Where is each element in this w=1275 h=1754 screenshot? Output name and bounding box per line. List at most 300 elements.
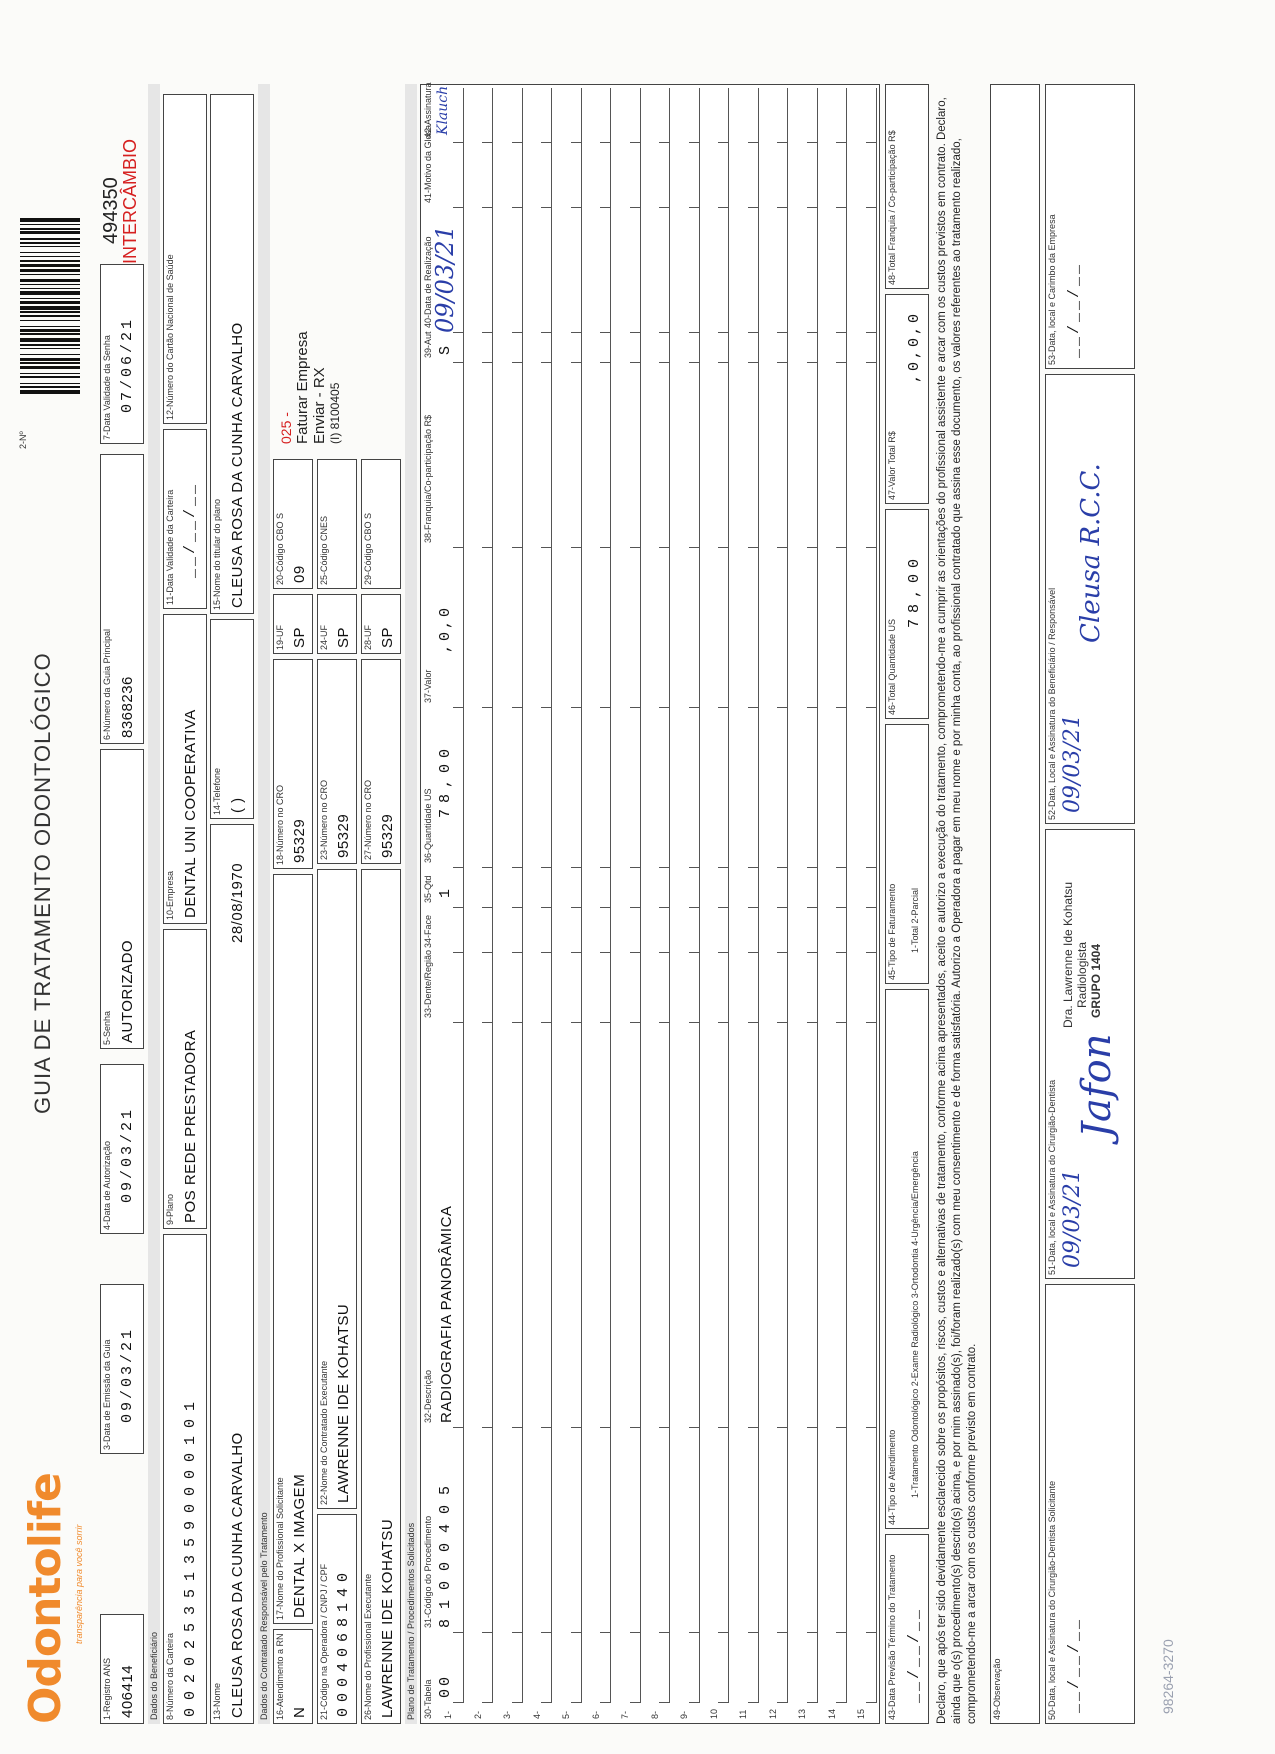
cell-divider xyxy=(630,907,640,908)
row-line xyxy=(817,88,818,1703)
cell-divider xyxy=(777,1427,787,1428)
row-line xyxy=(551,88,552,1703)
validade-carteira: __/__/__ xyxy=(182,481,199,578)
cell-divider xyxy=(777,362,787,363)
cell-divider xyxy=(748,1632,758,1633)
cell-divider xyxy=(571,707,581,708)
cell-divider xyxy=(807,1022,817,1023)
cell-divider xyxy=(541,867,551,868)
barcode-bar xyxy=(20,390,80,394)
cell-divider xyxy=(600,142,610,143)
section-plano: Plano de Tratamento / Procedimentos Solicitados xyxy=(405,84,417,1724)
cell-divider xyxy=(689,332,699,333)
cell-divider xyxy=(630,332,640,333)
cell-divider xyxy=(866,547,876,548)
cell-divider xyxy=(659,1022,669,1023)
cell-divider xyxy=(512,867,522,868)
cell-divider xyxy=(718,907,728,908)
guia-principal-box: 6-Número da Guia Principal 8368236 xyxy=(100,454,144,744)
nome: CLEUSA ROSA DA CUNHA CARVALHO xyxy=(229,1432,246,1718)
cell-divider xyxy=(748,1702,758,1703)
barcode-bar xyxy=(20,291,80,295)
cell-divider xyxy=(453,907,463,908)
cell-divider xyxy=(600,707,610,708)
tipo-atendimento-options: 1-Tratamento Odontológico 2-Exame Radiológico 3-Ortodontia 4-Urgência/Emergência xyxy=(910,1151,920,1498)
cell-divider xyxy=(836,867,846,868)
cell-divider xyxy=(482,1022,492,1023)
cell-divider xyxy=(453,1022,463,1023)
cell-divider xyxy=(571,1022,581,1023)
cell-divider xyxy=(866,207,876,208)
data-emissao-box: 3-Data de Emissão da Guia 09/03/21 xyxy=(100,1284,144,1454)
barcode-bar xyxy=(20,366,80,370)
cell-divider xyxy=(630,707,640,708)
barcode-bar xyxy=(20,284,80,285)
cell-divider xyxy=(659,207,669,208)
cell-divider xyxy=(571,142,581,143)
row-line xyxy=(699,88,700,1703)
cell-divider xyxy=(807,207,817,208)
cell-divider xyxy=(689,142,699,143)
cell-divider xyxy=(659,1702,669,1703)
cell-divider xyxy=(807,1632,817,1633)
cell-divider xyxy=(689,207,699,208)
cell-divider xyxy=(659,952,669,953)
row1-descricao: RADIOGRAFIA PANORÂMICA xyxy=(438,1205,455,1423)
row-number: 5- xyxy=(561,1710,571,1719)
cell-divider xyxy=(600,952,610,953)
intercambio-label: INTERCÂMBIO xyxy=(120,138,140,264)
cell-divider xyxy=(689,867,699,868)
cell-divider xyxy=(541,207,551,208)
barcode-bar xyxy=(20,231,80,234)
telefone: ( ) xyxy=(229,797,246,813)
cro-executante: 95329 xyxy=(335,813,352,858)
registro-ans: 406414 xyxy=(119,1664,136,1718)
row1-tabela: 00 xyxy=(437,1673,454,1698)
cell-divider xyxy=(718,547,728,548)
cell-divider xyxy=(689,952,699,953)
cell-divider xyxy=(571,547,581,548)
cell-divider xyxy=(541,362,551,363)
row-number: 13 xyxy=(797,1708,807,1719)
cell-divider xyxy=(600,907,610,908)
cell-divider xyxy=(453,207,463,208)
cell-divider xyxy=(807,362,817,363)
cell-divider xyxy=(807,867,817,868)
cell-divider xyxy=(807,1427,817,1428)
cell-divider xyxy=(453,142,463,143)
barcode-bar xyxy=(20,315,80,318)
contratado-executante-box: 22-Nome do Contratado Executante LAWRENNE IDE KOHATSU xyxy=(317,869,357,1509)
cell-divider xyxy=(512,332,522,333)
cell-divider xyxy=(748,547,758,548)
cartao-nacional-box: 12-Número do Cartão Nacional de Saúde xyxy=(163,94,207,424)
cell-divider xyxy=(453,1427,463,1428)
row-number: 3- xyxy=(502,1710,512,1719)
total-us-box: 46-Total Quantidade US 78,00 xyxy=(885,509,929,719)
cell-divider xyxy=(866,867,876,868)
cell-divider xyxy=(866,952,876,953)
tipo-faturamento-options: 1-Total 2-Parcial xyxy=(910,887,920,953)
uf-executante-box: 24-UF SP xyxy=(317,594,357,654)
cell-divider xyxy=(689,1427,699,1428)
cell-divider xyxy=(571,362,581,363)
cell-divider xyxy=(571,907,581,908)
cell-divider xyxy=(718,867,728,868)
profissional-executante: LAWRENNE IDE KOHATSU xyxy=(379,1518,396,1718)
cell-divider xyxy=(718,707,728,708)
cell-divider xyxy=(689,1022,699,1023)
cell-divider xyxy=(659,547,669,548)
barcode-bar xyxy=(20,358,80,361)
cell-divider xyxy=(718,1702,728,1703)
barcode-bar xyxy=(20,218,80,222)
cell-divider xyxy=(541,907,551,908)
valor-total: ,0,0,0 xyxy=(906,310,923,383)
cell-divider xyxy=(512,907,522,908)
data-autorizacao: 09/03/21 xyxy=(119,1106,136,1203)
cell-divider xyxy=(718,362,728,363)
cell-divider xyxy=(453,547,463,548)
row-number: 10 xyxy=(708,1708,719,1719)
margin-note: 98264-3270 xyxy=(1160,1639,1176,1714)
cell-divider xyxy=(836,1702,846,1703)
cell-divider xyxy=(659,362,669,363)
empresa-box: 10-Empresa DENTAL UNI COOPERATIVA xyxy=(163,614,207,924)
cell-divider xyxy=(453,1702,463,1703)
cell-divider xyxy=(512,1427,522,1428)
barcode-bar xyxy=(20,376,80,379)
cell-divider xyxy=(836,1632,846,1633)
registro-ans-box: 1-Registro ANS 406414 xyxy=(100,1614,144,1724)
stamp-extra: GRUPO 1404 xyxy=(1089,943,1103,1018)
barcode-bar xyxy=(20,246,80,247)
cell-divider xyxy=(512,952,522,953)
cell-divider xyxy=(866,907,876,908)
cell-divider xyxy=(571,952,581,953)
barcode-bar xyxy=(20,269,80,272)
cell-divider xyxy=(866,1632,876,1633)
titular-box: 15-Nome do titular do plano CLEUSA ROSA DA CUNHA CARVALHO xyxy=(210,94,254,614)
billing-stamp xyxy=(278,244,342,444)
cell-divider xyxy=(777,867,787,868)
row-line xyxy=(787,88,788,1703)
solicitante-box: 17-Nome do Profissional Solicitante DENTAL X IMAGEM xyxy=(273,874,313,1624)
cro-solicitante-box: 18-Número no CRO 95329 xyxy=(273,659,313,869)
barcode-bar xyxy=(20,320,80,321)
assinatura-beneficiario-box: 52-Data, Local e Assinatura do Beneficiário / Responsável 09/03/21 Cleusa R.C.C. xyxy=(1045,374,1135,824)
titular: CLEUSA ROSA DA CUNHA CARVALHO xyxy=(229,322,246,608)
row-number: 7- xyxy=(620,1710,630,1719)
cell-divider xyxy=(482,332,492,333)
cell-divider xyxy=(777,1022,787,1023)
row-number: 1- xyxy=(443,1710,453,1719)
cell-divider xyxy=(600,207,610,208)
cell-divider xyxy=(512,707,522,708)
barcode-bar xyxy=(20,386,80,389)
barcode-bar xyxy=(20,288,80,289)
codigo-operadora-box: 21-Código na Operadora / CNPJ / CPF 0004068140 xyxy=(317,1514,357,1724)
cell-divider xyxy=(866,1022,876,1023)
cell-divider xyxy=(571,1702,581,1703)
row-number: 15 xyxy=(856,1708,866,1719)
cro-solicitante: 95329 xyxy=(291,818,308,863)
cell-divider xyxy=(836,907,846,908)
barcode-bar xyxy=(20,228,80,229)
cell-divider xyxy=(807,142,817,143)
cell-divider xyxy=(777,547,787,548)
signature-beneficiario: Cleusa R.C.C. xyxy=(1076,463,1106,643)
carteira: 0020253513590000101 xyxy=(182,1393,199,1717)
stamp-line-faturar: Faturar Empresa xyxy=(294,331,311,444)
section-contratado: Dados do Contratado Responsável pelo Tratamento xyxy=(258,84,270,1724)
cell-divider xyxy=(748,142,758,143)
cell-divider xyxy=(571,1427,581,1428)
cbo-profissional-box: 29-Código CBO S xyxy=(361,459,401,589)
cell-divider xyxy=(777,1702,787,1703)
cell-divider xyxy=(512,362,522,363)
row-line xyxy=(846,88,847,1703)
cell-divider xyxy=(453,362,463,363)
previsao: __/__/__ xyxy=(906,1606,923,1703)
tipo-faturamento-box: 45-Tipo de Faturamento 1-Total 2-Parcial xyxy=(885,724,929,984)
barcode-bar xyxy=(20,279,80,282)
observacao-box: 49-Observação xyxy=(990,84,1040,1724)
nome-box: 13-Nome CLEUSA ROSA DA CUNHA CARVALHO 28/08/1970 xyxy=(210,824,254,1724)
stamp-line-enviar: Enviar - RX xyxy=(311,367,328,444)
cell-divider xyxy=(659,707,669,708)
cell-divider xyxy=(630,142,640,143)
row-line xyxy=(610,88,611,1703)
cell-divider xyxy=(866,332,876,333)
row-number: 11 xyxy=(738,1709,748,1719)
cell-divider xyxy=(600,362,610,363)
cell-divider xyxy=(571,207,581,208)
cell-divider xyxy=(630,1632,640,1633)
cell-divider xyxy=(541,1632,551,1633)
cell-divider xyxy=(482,1702,492,1703)
barcode-bar xyxy=(20,224,80,225)
validade-senha-box: 7-Data Validade da Senha 07/06/21 xyxy=(100,264,144,444)
uf-solicitante-box: 19-UF SP xyxy=(273,594,313,654)
cell-divider xyxy=(836,207,846,208)
cell-divider xyxy=(689,1702,699,1703)
cell-divider xyxy=(777,952,787,953)
codigo-operadora: 0004068140 xyxy=(335,1566,352,1717)
cell-divider xyxy=(630,547,640,548)
cell-divider xyxy=(541,332,551,333)
row1-codigo: 81000405 xyxy=(437,1475,454,1628)
cell-divider xyxy=(866,707,876,708)
row-line xyxy=(758,88,759,1703)
cell-divider xyxy=(689,907,699,908)
barcode-bar xyxy=(20,256,80,257)
cell-divider xyxy=(482,1427,492,1428)
cell-divider xyxy=(748,332,758,333)
logo-tagline: transparência para você sorrir xyxy=(74,1524,84,1644)
contratado-executante: LAWRENNE IDE KOHATSU xyxy=(335,1303,352,1503)
cell-divider xyxy=(718,1632,728,1633)
cell-divider xyxy=(659,1632,669,1633)
senha-box: 5-Senha AUTORIZADO xyxy=(100,749,144,1049)
cell-divider xyxy=(482,547,492,548)
cell-divider xyxy=(482,952,492,953)
cell-divider xyxy=(482,362,492,363)
cell-divider xyxy=(453,707,463,708)
cell-divider xyxy=(600,332,610,333)
cell-divider xyxy=(541,707,551,708)
copy-label: 2-Nº xyxy=(18,431,28,449)
senha: AUTORIZADO xyxy=(119,939,136,1043)
stamp-line-code2: (I) 8100405 xyxy=(328,382,342,444)
row-number: 4- xyxy=(531,1710,542,1719)
row-number: 14 xyxy=(826,1708,837,1719)
cell-divider xyxy=(512,547,522,548)
telefone-box: 14-Telefone ( ) xyxy=(210,619,254,819)
cell-divider xyxy=(777,1632,787,1633)
row1-aut: S xyxy=(437,342,454,355)
rn-box: 16-Atendimento a RN N xyxy=(273,1629,313,1724)
cell-divider xyxy=(777,907,787,908)
guia-principal: 8368236 xyxy=(119,676,136,738)
cell-divider xyxy=(630,952,640,953)
cell-divider xyxy=(512,207,522,208)
cell-divider xyxy=(748,1022,758,1023)
cell-divider xyxy=(630,867,640,868)
barcode-bar xyxy=(20,252,80,253)
cell-divider xyxy=(689,362,699,363)
barcode-bar xyxy=(20,344,80,347)
data-emissao: 09/03/21 xyxy=(119,1326,136,1423)
guide-number: 494350 xyxy=(100,177,122,244)
treatment-table: 30-Tabela 31-Código do Procedimento 32-Descrição 33-Dente/Região 34-Face 35-Qtd 36-Quantidade US 37-Valor 38-Franquia/Co-participação R$ 39-Aut 40-Data de Realização 41-Motivo da Glosa 42-Assinatura 1- 2- 3- 4- 5- 6- 7- 8- 9- 10 11 12 13 14 15 00 81000405 RADIOGRAFIA PANORÂMICA 1 78,00 ,0,0 S 09/03/21 Klauch xyxy=(420,84,880,1724)
cell-divider xyxy=(718,207,728,208)
cell-divider xyxy=(777,707,787,708)
barcode-bar xyxy=(20,298,80,299)
profissional-executante-box: 26-Nome do Profissional Executante LAWRENNE IDE KOHATSU xyxy=(361,869,401,1724)
cell-divider xyxy=(541,1702,551,1703)
row-number: 2- xyxy=(472,1710,483,1719)
cell-divider xyxy=(836,547,846,548)
cell-divider xyxy=(807,547,817,548)
cell-divider xyxy=(453,867,463,868)
cell-divider xyxy=(718,952,728,953)
cell-divider xyxy=(453,952,463,953)
barcode-bar xyxy=(20,306,80,310)
cell-divider xyxy=(748,867,758,868)
uf-solicitante: SP xyxy=(291,626,308,648)
cell-divider xyxy=(571,332,581,333)
cell-divider xyxy=(630,1702,640,1703)
cell-divider xyxy=(807,707,817,708)
plano: POS REDE PRESTADORA xyxy=(182,1029,199,1223)
cell-divider xyxy=(571,867,581,868)
data-nascimento: 28/08/1970 xyxy=(229,862,246,943)
data-dentista: 09/03/21 xyxy=(1060,1169,1085,1268)
cell-divider xyxy=(777,332,787,333)
cell-divider xyxy=(482,707,492,708)
page-title: GUIA DE TRATAMENTO ODONTOLÓGICO xyxy=(30,652,55,1114)
cell-divider xyxy=(718,332,728,333)
barcode-bar xyxy=(20,260,80,261)
row-line xyxy=(640,88,641,1703)
cell-divider xyxy=(836,1022,846,1023)
atendimento-rn: N xyxy=(291,1706,308,1718)
cell-divider xyxy=(836,1427,846,1428)
cell-divider xyxy=(689,707,699,708)
cell-divider xyxy=(748,362,758,363)
barcode-bar xyxy=(20,362,80,363)
dentist-stamp xyxy=(1061,882,1103,1028)
total-franquia-box: 48-Total Franquia / Co-participação R$ xyxy=(885,84,929,289)
cell-divider xyxy=(866,1427,876,1428)
cell-divider xyxy=(718,1427,728,1428)
cell-divider xyxy=(807,952,817,953)
row1-assinatura: Klauch xyxy=(435,85,451,135)
total-us: 78,00 xyxy=(906,552,923,628)
barcode-bar xyxy=(20,373,80,374)
cell-divider xyxy=(866,142,876,143)
cell-divider xyxy=(512,1022,522,1023)
cell-divider xyxy=(807,332,817,333)
cell-divider xyxy=(866,1702,876,1703)
empresa: DENTAL UNI COOPERATIVA xyxy=(182,709,199,918)
company-logo: Odontolife xyxy=(20,1473,71,1724)
stamp-name: Dra. Lawrenne Ide Kohatsu xyxy=(1061,881,1075,1028)
row1-quantidade-us: 78,00 xyxy=(437,742,454,818)
row1-qtd: 1 xyxy=(437,885,454,898)
cell-divider xyxy=(748,707,758,708)
cell-divider xyxy=(718,142,728,143)
cell-divider xyxy=(659,1427,669,1428)
row-line xyxy=(876,88,877,1703)
cell-divider xyxy=(836,707,846,708)
row1-data-realizacao: 09/03/21 xyxy=(431,225,459,333)
cell-divider xyxy=(836,952,846,953)
cell-divider xyxy=(748,907,758,908)
section-beneficiario: Dados do Beneficiário xyxy=(148,84,160,1724)
row-number: 6- xyxy=(590,1710,601,1719)
row-number: 8- xyxy=(649,1710,660,1719)
cell-divider xyxy=(571,1632,581,1633)
uf-executante: SP xyxy=(335,626,352,648)
cell-divider xyxy=(836,142,846,143)
cell-divider xyxy=(748,207,758,208)
cell-divider xyxy=(541,1022,551,1023)
barcode-bar xyxy=(20,354,80,355)
row-number: 9- xyxy=(679,1710,689,1719)
assinatura-dentista-box: 51-Data, local e Assinatura do Cirurgião-Dentista 09/03/21 Jafon Dra. Lawrenne Ide Kohatsu Radiologista GRUPO 1404 xyxy=(1045,829,1135,1279)
cell-divider xyxy=(630,362,640,363)
declaration-text: Declaro, que após ter sido devidamente esclarecido sobre os propósitos, riscos, custos e alternativas de tratamento, conforme acima apresentados, aceito e autorizo a execução do tratamento, comprometendo-me a cumprir as orientações do profissional assistente e arcar com os custos previstos em contrato. Declaro, ainda que o(s) procedimento(s) descrito(s) acima, e por mim assinado(s), foi/foram realizado(s) com meu consentimento e de forma satisfatória. Autorizo a Operadora a pagar em meu nome e por minha conta, ao profissional contratado que assina esse documento, os valores referentes ao tratamento realizado, comprometendo-me a arcar com os custos conforme previsto em contrato. xyxy=(936,97,978,1724)
stamp-role: Radiologista xyxy=(1075,941,1089,1008)
uf-profissional: SP xyxy=(379,626,396,648)
cell-divider xyxy=(600,1022,610,1023)
cell-divider xyxy=(482,1632,492,1633)
cell-divider xyxy=(718,1022,728,1023)
data-autorizacao-box: 4-Data de Autorização 09/03/21 xyxy=(100,1064,144,1234)
cell-divider xyxy=(541,547,551,548)
row1-valor: ,0,0 xyxy=(437,604,454,653)
cell-divider xyxy=(512,1702,522,1703)
cell-divider xyxy=(453,1632,463,1633)
barcode-bar xyxy=(20,242,80,245)
barcode-bar xyxy=(20,329,80,332)
cell-divider xyxy=(600,867,610,868)
barcode-bar xyxy=(20,301,80,304)
data-beneficiario: 09/03/21 xyxy=(1060,714,1085,813)
